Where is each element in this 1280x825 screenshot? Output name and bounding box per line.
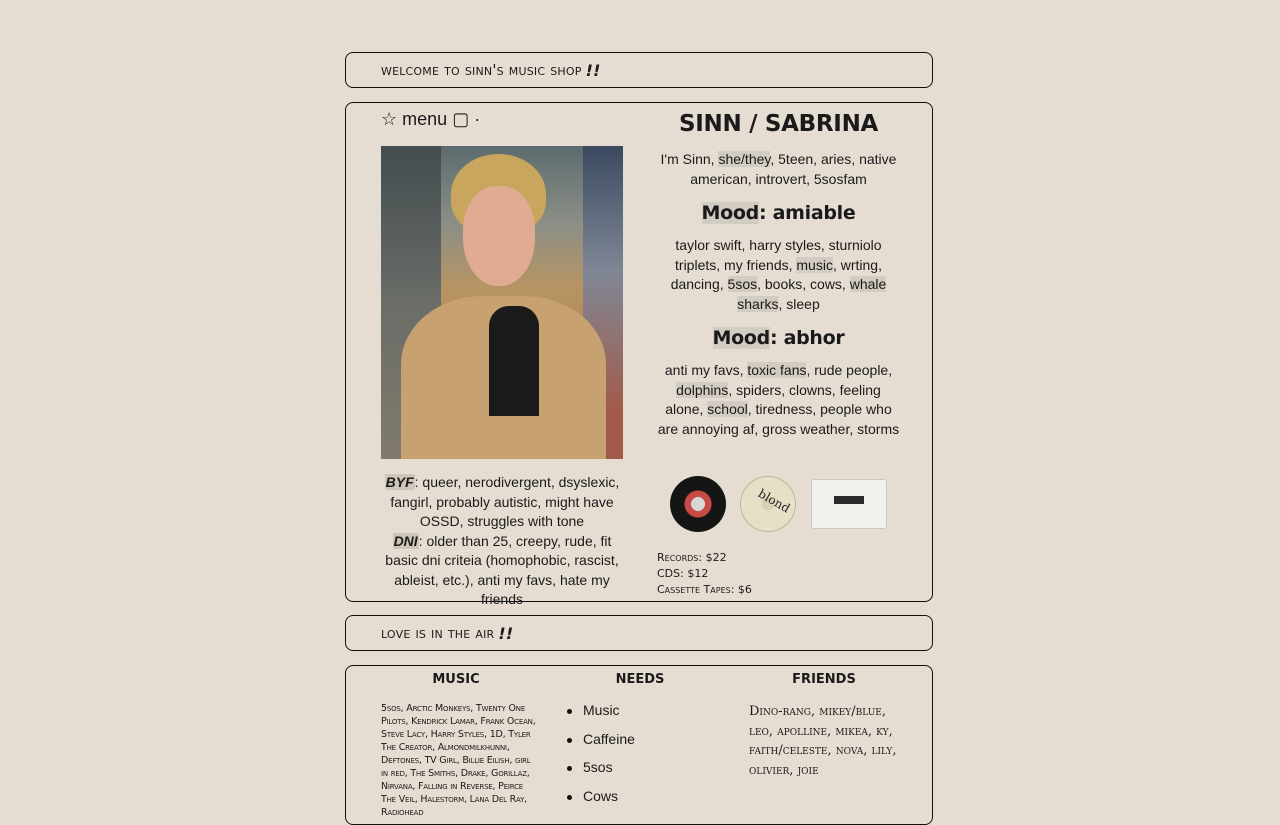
music-heading: MUSIC (432, 672, 480, 687)
dni-text: : older than 25, creepy, rude, fit basic dni criteia (homophobic, rascist, ableist, etc.), anti my favs, hate my friends (385, 532, 619, 607)
list-item: Caffeine (583, 731, 635, 760)
love-banner (345, 615, 933, 651)
menu-toggle[interactable] (381, 109, 480, 130)
byf-text: : queer, nerodivergent, dsyslexic, fangirl, probably autistic, might have OSSD, struggles with tone (390, 474, 620, 529)
profile-name: SINN / SABRINA (678, 111, 879, 137)
profile-panel (345, 102, 933, 607)
dislikes-text: anti my favs, toxic fans, rude people, dolphins, spiders, clowns, feeling alone, school, tiredness, people who are annoying af, gross weather, storms (657, 362, 900, 437)
cassette-icon (811, 479, 887, 529)
mood-dislikes-heading: Mood: abhor (712, 327, 845, 349)
welcome-banner (345, 52, 933, 88)
byf-dni-section (381, 473, 623, 610)
byf-tag: BYF (385, 474, 414, 490)
list-item: Cows (583, 788, 635, 817)
profile-photo (381, 146, 623, 459)
menu-label: ☆ menu (381, 109, 448, 129)
list-item: 5sos (583, 759, 635, 788)
friends-list: Dino-rang, mikey/blue, leo, apolline, mikea, ky, faith/celeste, nova, lily, olivier, joie (749, 704, 897, 778)
vinyl-record-icon (670, 476, 726, 532)
welcome-mark: !! (585, 60, 601, 80)
friends-heading: FRIENDS (792, 672, 856, 687)
cd-icon: blond (740, 476, 796, 532)
profile-info (656, 103, 901, 439)
favorites-panel (345, 665, 933, 825)
price-list (657, 550, 752, 598)
love-text: love is in the air (381, 624, 495, 642)
mood-likes-heading: Mood: amiable (701, 202, 856, 224)
needs-heading: NEEDS (615, 672, 665, 687)
price-cassettes: Cassette Tapes: $6 (657, 583, 752, 596)
menu-icons: ▢ · (452, 109, 481, 129)
price-records: Records: $22 (657, 551, 727, 564)
intro-text: I'm Sinn, she/they, 5teen, aries, native american, introvert, 5sosfam (660, 151, 897, 187)
needs-list (583, 702, 635, 816)
welcome-text: welcome to sinn's music shop (381, 61, 582, 79)
list-item: Music (583, 702, 635, 731)
music-list: 5sos, Arctic Monkeys, Twenty One Pilots, Kendrick Lamar, Frank Ocean, Steve Lacy, Harry Styles, 1D, Tyler The Creator, Almondmilkhunni, Deftones, TV Girl, Billie Eilish, girl in red, The Smiths, Drake, Gorillaz, Nirvana, Falling in Reverse, Peirce The Veil, Halestorm, Lana Del Ray, Radiohead (381, 703, 536, 818)
pronouns: she/they (718, 151, 771, 167)
likes-text: taylor swift, harry styles, sturniolo triplets, my friends, music, wrting, dancing, 5sos, books, cows, whale sharks, sleep (670, 237, 887, 312)
price-cds: CDS: $12 (657, 567, 709, 580)
love-mark: !! (498, 623, 514, 643)
media-images (670, 476, 890, 536)
dni-tag: DNI (393, 532, 418, 549)
